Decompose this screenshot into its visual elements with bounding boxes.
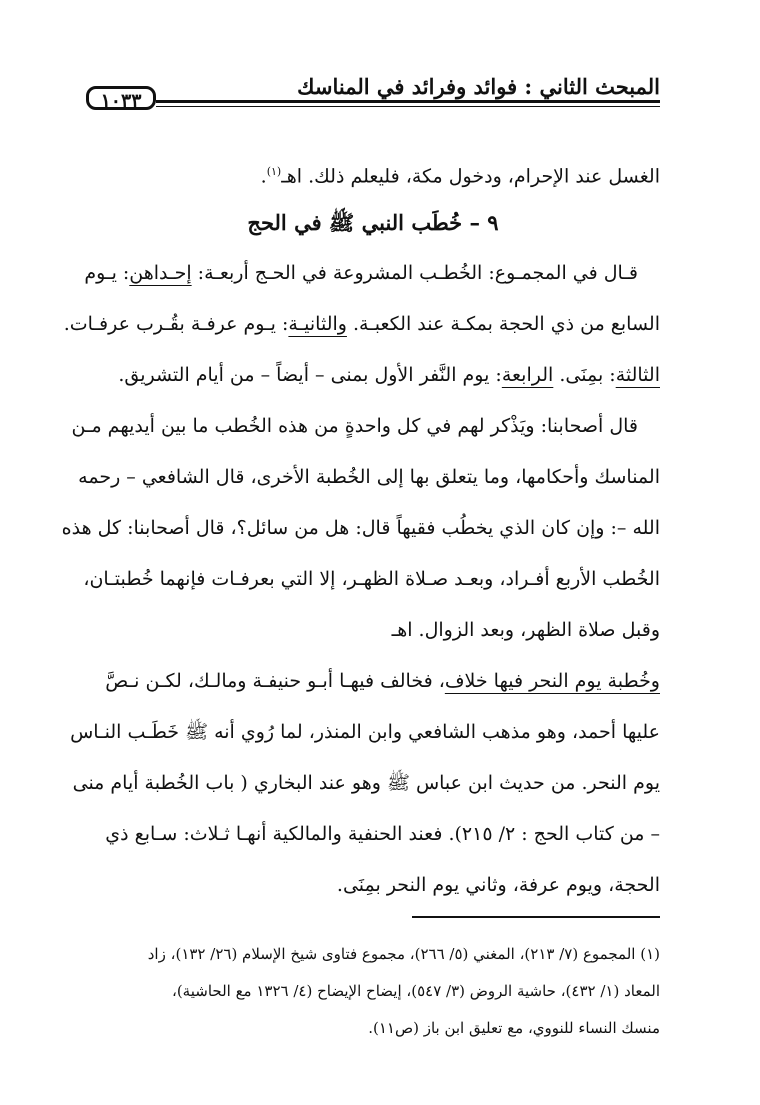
underlined-phrase: وخُطبة يوم النحر فيها خلاف <box>444 670 660 692</box>
footnote-ref: (١) <box>266 165 282 178</box>
footnote-line: منسك النساء للنووي، مع تعليق ابن باز (ص١١). <box>368 1019 660 1037</box>
body-line: – من كتاب الحج : ٢/ ٢١٥). فعند الحنفية والمالكية أنهـا ثـلاث: سـابع ذي <box>105 823 660 845</box>
footnote-line: (١) المجموع (٧/ ٢١٣)، المغني (٥/ ٢٦٦)، مجموع فتاوى شيخ الإسلام (٢٦/ ١٣٢)، زاد <box>147 945 660 963</box>
text: الغسل عند الإحرام، ودخول مكة، فليعلم ذلك. اهـ <box>281 165 660 188</box>
text: قـال في المجمـوع: الخُطـب المشروعة في الحـج أربعـة: <box>191 262 638 284</box>
page-header <box>86 72 660 112</box>
underlined-term: والثانيـة <box>288 313 347 335</box>
page-number: ١٠٣٣ <box>86 86 156 110</box>
text: : يوم النَّفر الأول بمنى – أيضاً – من أيام التشريق. <box>118 364 502 386</box>
section-heading: ٩ – خُطَب النبي ﷺ في الحج <box>247 210 499 235</box>
text: السابع من ذي الحجة بمكـة عند الكعبـة. <box>346 313 660 335</box>
footnote-divider <box>412 916 660 918</box>
text: : يـوم عرفـة بقُـرب عرفـات. <box>63 313 289 335</box>
text: : بمِنَى. <box>553 364 616 386</box>
underlined-term: إحـداهن <box>129 262 192 284</box>
running-title: المبحث الثاني : فوائد وفرائد في المناسك <box>297 74 660 99</box>
page-body <box>61 146 660 911</box>
body-line: وقبل صلاة الظهر، وبعد الزوال. اهـ <box>391 619 660 641</box>
body-line: الخُطب الأربع أفـراد، وبعـد صـلاة الظهـر، إلا التي بعرفـات فإنهما خُطبتـان، <box>83 568 660 590</box>
header-rule <box>156 100 660 103</box>
body-line: قال أصحابنا: ويَذْكر لهم في كل واحدةٍ من هذه الخُطب ما بين أيديهم مـن <box>71 415 638 437</box>
header-rule-thin <box>156 106 660 107</box>
text: . <box>260 165 267 188</box>
underlined-term: الرابعة <box>501 364 554 386</box>
body-line <box>86 146 660 197</box>
text: ، فخالف فيهـا أبـو حنيفـة ومالـك، لكـن نـصَّ <box>105 670 445 692</box>
body-line: الله –: وإن كان الذي يخطُب فقيهاً قال: هل من سائل؟، قال أصحابنا: كل هذه <box>61 517 660 539</box>
underlined-term: الثالثة <box>615 364 660 386</box>
body-line <box>86 248 660 299</box>
body-line: المناسك وأحكامها، وما يتعلق بها إلى الخُطبة الأخرى، قال الشافعي – رحمه <box>78 466 660 488</box>
footnote-line: المعاد (١/ ٤٣٢)، حاشية الروض (٣/ ٥٤٧)، إيضاح الإيضاح (٤/ ١٣٢٦ مع الحاشية)، <box>171 982 660 1000</box>
body-line <box>86 656 660 707</box>
text: : يـوم <box>84 262 130 284</box>
body-line: الحجة، ويوم عرفة، وثاني يوم النحر بمِنَى. <box>336 874 660 896</box>
footnotes <box>86 936 660 1047</box>
body-line: يوم النحر. من حديث ابن عباس ﷺ وهو عند البخاري ( باب الخُطبة أيام منى <box>72 772 660 794</box>
body-line <box>86 350 660 401</box>
body-line <box>63 299 660 350</box>
body-line: عليها أحمد، وهو مذهب الشافعي وابن المنذر، لما رُوي أنه ﷺ خَطَـب النـاس <box>70 721 660 743</box>
